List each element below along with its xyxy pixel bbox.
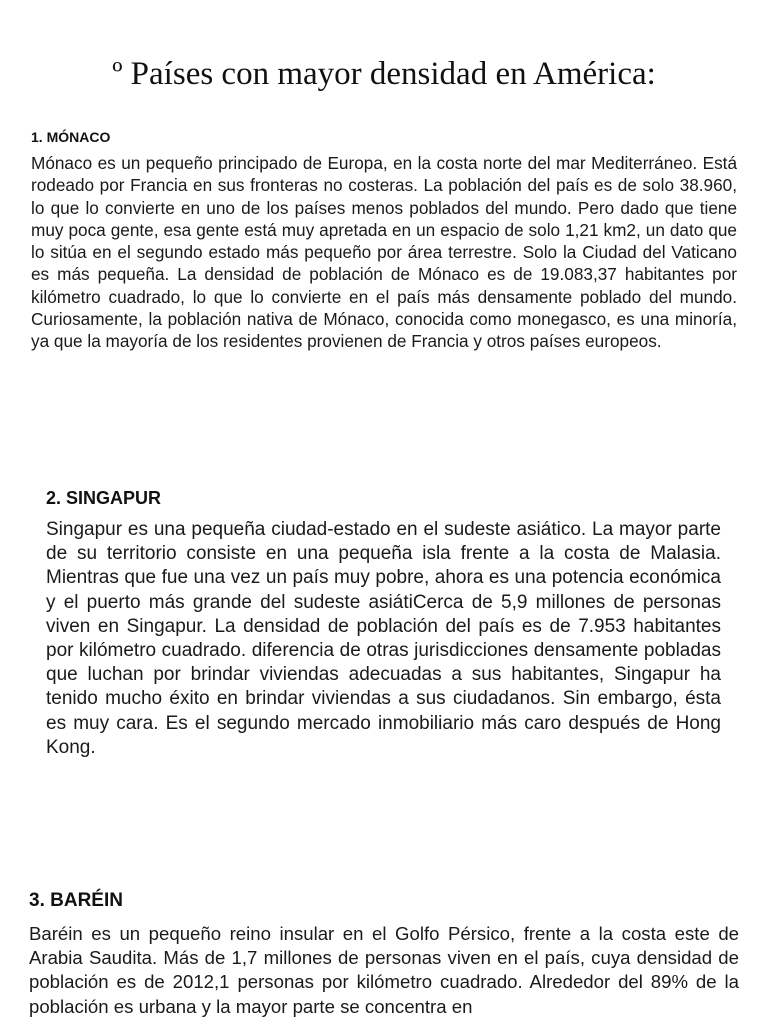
section-singapur — [46, 486, 721, 760]
section-body: Mónaco es un pequeño principado de Europa, en la costa norte del mar Mediterráneo. Está rodeado por Francia en sus fronteras no costeras. La población del país es de solo 38.960, lo que lo convierte en uno de los países menos poblados del mundo. Pero dado que tiene muy poca gente, esa gente está muy apretada en un espacio de solo 1,21 km2, un dato que lo sitúa en el segundo estado más pequeño por área terrestre. Solo la Ciudad del Vaticano es más pequeña. La densidad de población de Mónaco es de 19.083,37 habitantes por kilómetro cuadrado, lo que lo convierte en el país más densamente poblado del mundo. Curiosamente, la población nativa de Mónaco, conocida como monegasco, es una minoría, ya que la mayoría de los residentes provienen de Francia y otros países europeos. — [31, 153, 737, 352]
section-body: Baréin es un pequeño reino insular en el Golfo Pérsico, frente a la costa este de Arabia Saudita. Más de 1,7 millones de personas viven en el país, cuya densidad de población es de 2012,1 personas por kilómetro cuadrado. Alrededor del 89% de la población es urbana y la mayor parte se concentra en — [29, 923, 739, 1017]
section-heading: 1. MÓNACO — [31, 129, 111, 145]
section-barein — [29, 889, 739, 1019]
section-body: Singapur es una pequeña ciudad-estado en el sudeste asiático. La mayor parte de su territorio consiste en una pequeña isla frente a la costa de Malasia. Mientras que fue una vez un país muy pobre, ahora es una potencia económica y el puerto más grande del sudeste asiátiCerca de 5,9 millones de personas viven en Singapur. La densidad de población del país es de 7.953 habitantes por kilómetro cuadrado. diferencia de otras jurisdicciones densamente pobladas que luchan por brindar viviendas adecuadas a sus habitantes, Singapur ha tenido mucho éxito en brindar viviendas a sus ciudadanos. Sin embargo, ésta es muy cara. Es el segundo mercado inmobiliario más caro después de Hong Kong. — [46, 519, 721, 758]
section-heading: 3. BARÉIN — [29, 890, 123, 911]
section-heading: 2. SINGAPUR — [46, 488, 162, 508]
page-title: º Países con mayor densidad en América: — [112, 56, 656, 92]
section-monaco — [31, 128, 737, 353]
